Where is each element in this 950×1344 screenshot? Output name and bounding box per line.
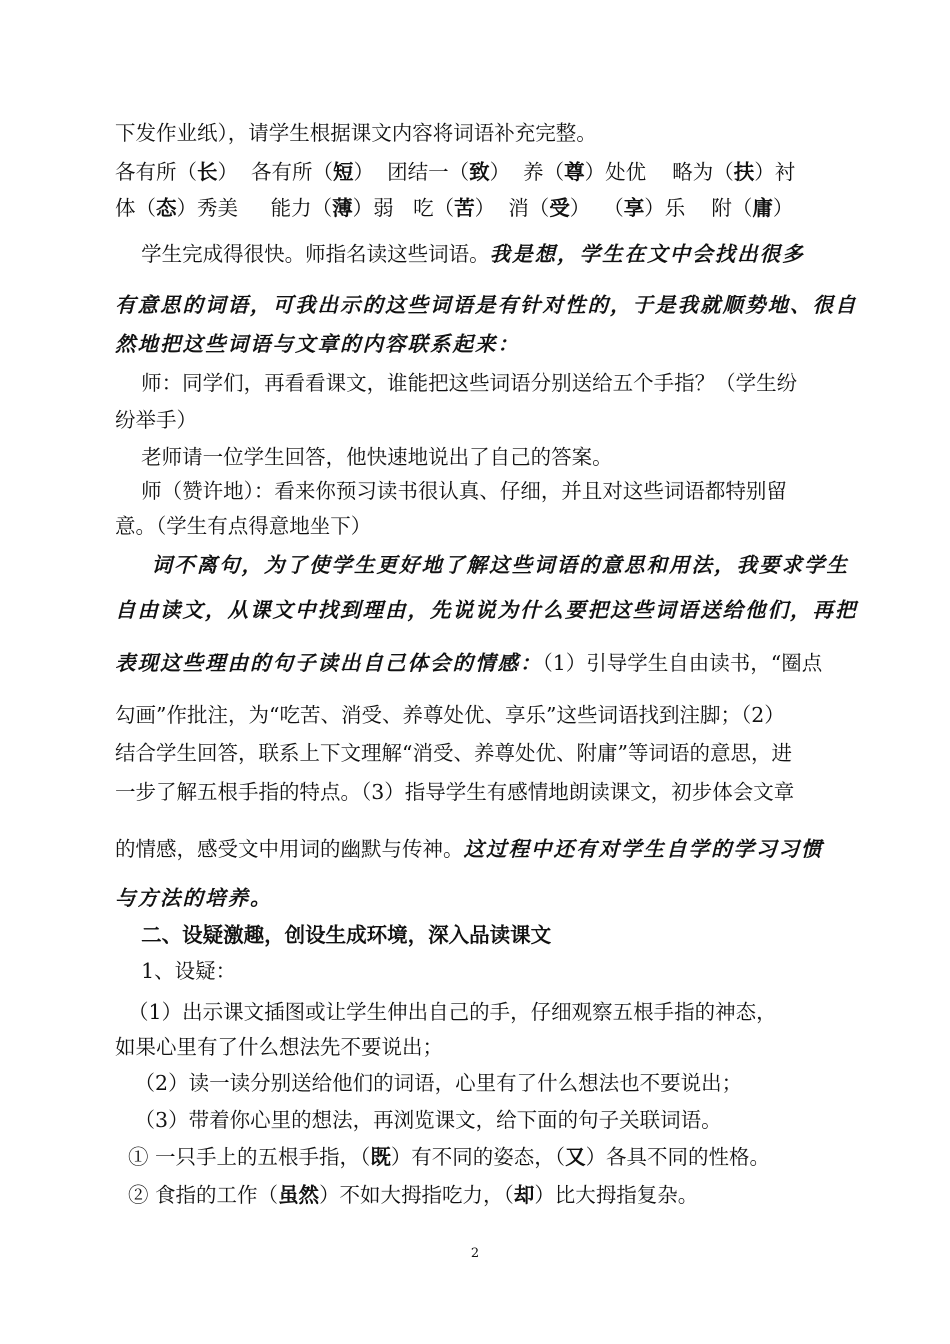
body-text: ） 团结一（	[353, 160, 470, 184]
body-text: 结合学生回答，联系上下文理解“消受、养尊处优、附庸”等词语的意思，进	[115, 741, 792, 765]
body-text: ）乐 附（	[644, 196, 753, 220]
bold-text: 致	[469, 160, 490, 184]
text-line	[115, 290, 858, 320]
body-text: ）不如大拇指吃力，（	[319, 1183, 514, 1207]
body-text: 老师请一位学生回答，他快速地说出了自己的答案。	[115, 445, 613, 469]
commentary-text: 这过程中还有对学生自学的学习习惯	[463, 837, 824, 861]
text-line	[115, 997, 845, 1027]
text-line	[115, 476, 845, 506]
body-text: 1、设疑：	[115, 959, 237, 983]
page-number: 2	[470, 1246, 480, 1261]
bold-text: 尊	[564, 160, 585, 184]
body-text: 意。（学生有点得意地坐下）	[115, 514, 372, 538]
text-line	[115, 442, 845, 472]
body-text	[115, 923, 141, 947]
bold-text: 二、设疑激趣，创设生成环境，深入品读课文	[141, 923, 552, 947]
text-line	[115, 777, 845, 807]
body-text: ）有不同的姿态，（	[390, 1145, 566, 1169]
text-line	[115, 956, 845, 986]
bold-text: 短	[333, 160, 354, 184]
text-line	[115, 118, 845, 148]
bold-text: 薄	[332, 196, 353, 220]
bold-text: 既	[370, 1145, 391, 1169]
text-line	[115, 1032, 845, 1062]
bold-text: 庸	[752, 196, 773, 220]
text-line	[115, 883, 845, 913]
body-text: 师：同学们，再看看课文，谁能把这些词语分别送给五个手指？（学生纷	[115, 371, 798, 395]
bold-text: 长	[197, 160, 218, 184]
bold-text: 扶	[733, 160, 755, 184]
body-text: 纷举手）	[115, 408, 197, 432]
text-line	[115, 368, 845, 398]
commentary-text: 有意思的词语，可我出示的这些词语是有针对性的，于是我就顺势地、很自	[115, 293, 858, 317]
commentary-text: 与方法的培养。	[115, 886, 273, 910]
body-text: 体（	[115, 196, 156, 220]
body-text: ）弱 吃（	[352, 196, 455, 220]
body-text: （2）读一读分别送给他们的词语，心里有了什么想法也不要说出；	[115, 1071, 743, 1095]
commentary-text: 表现这些理由的句子读出自己体会的情感：	[115, 651, 543, 675]
body-text: （3）带着你心里的想法，再浏览课文，给下面的句子关联词语。	[115, 1108, 722, 1132]
body-text: （1）引导学生自由读书，“圈点	[542, 651, 823, 675]
body-text: 师（赞许地）：看来你预习读书很认真、仔细，并且对这些词语都特别留	[115, 479, 787, 503]
bold-text: 虽然	[278, 1183, 320, 1207]
body-text: ） 消（	[474, 196, 550, 220]
body-text: ） （	[569, 196, 624, 220]
commentary-text: 词不离句，为了使学生更好地了解这些词语的意思和用法，我要求学生	[115, 553, 850, 577]
body-text: 勾画”作批注，为“吃苦、消受、养尊处优、享乐”这些词语找到注脚；（2）	[115, 703, 785, 727]
text-line	[115, 329, 845, 359]
text-line	[115, 1068, 845, 1098]
body-text: （1）出示课文插图或让学生伸出自己的手，仔细观察五根手指的神态，	[115, 1000, 777, 1024]
text-line	[115, 595, 858, 625]
body-text: ） 各有所（	[217, 160, 334, 184]
text-line	[115, 405, 845, 435]
body-text: ）比大拇指复杂。	[534, 1183, 699, 1207]
text-line	[115, 157, 845, 187]
bold-text: 却	[513, 1183, 535, 1207]
text-line	[115, 834, 845, 864]
text-line	[115, 920, 845, 950]
text-line	[115, 1142, 845, 1172]
bold-text: 态	[156, 196, 177, 220]
text-line	[115, 648, 845, 678]
body-text: ② 食指的工作（	[115, 1183, 279, 1207]
bold-text: 享	[623, 196, 645, 220]
bold-text: 受	[549, 196, 570, 220]
text-line	[115, 1180, 845, 1210]
body-text: 各有所（	[115, 160, 197, 184]
text-line	[115, 700, 845, 730]
body-text: 的情感，感受文中用词的幽默与传神。	[115, 837, 464, 861]
bold-text: 苦	[454, 196, 475, 220]
body-text: ） 养（	[489, 160, 565, 184]
text-line	[115, 738, 845, 768]
bold-text: 又	[565, 1145, 586, 1169]
body-text: ）各具不同的性格。	[585, 1145, 771, 1169]
body-text: 学生完成得很快。师指名读这些词语。	[115, 242, 490, 266]
text-line	[115, 193, 845, 223]
text-line	[115, 511, 845, 541]
text-line	[115, 550, 850, 580]
commentary-text: 我是想，学生在文中会找出很多	[489, 242, 805, 266]
body-text: 一步了解五根手指的特点。（3）指导学生有感情地朗读课文，初步体会文章	[115, 780, 795, 804]
commentary-text: 自由读文，从课文中找到理由，先说说为什么要把这些词语送给他们，再把	[115, 598, 858, 622]
text-line	[115, 239, 845, 269]
body-text: ① 一只手上的五根手指，（	[115, 1145, 371, 1169]
text-line	[115, 1105, 845, 1135]
commentary-text: 然地把这些词语与文章的内容联系起来：	[115, 332, 520, 356]
body-text: 下发作业纸），请学生根据课文内容将词语补充完整。	[115, 121, 597, 145]
body-text: ）	[772, 196, 794, 220]
body-text: ）秀美 能力（	[176, 196, 333, 220]
body-text: 如果心里有了什么想法先不要说出；	[115, 1035, 443, 1059]
body-text: ）衬	[754, 160, 796, 184]
body-text: ）处优 略为（	[584, 160, 734, 184]
